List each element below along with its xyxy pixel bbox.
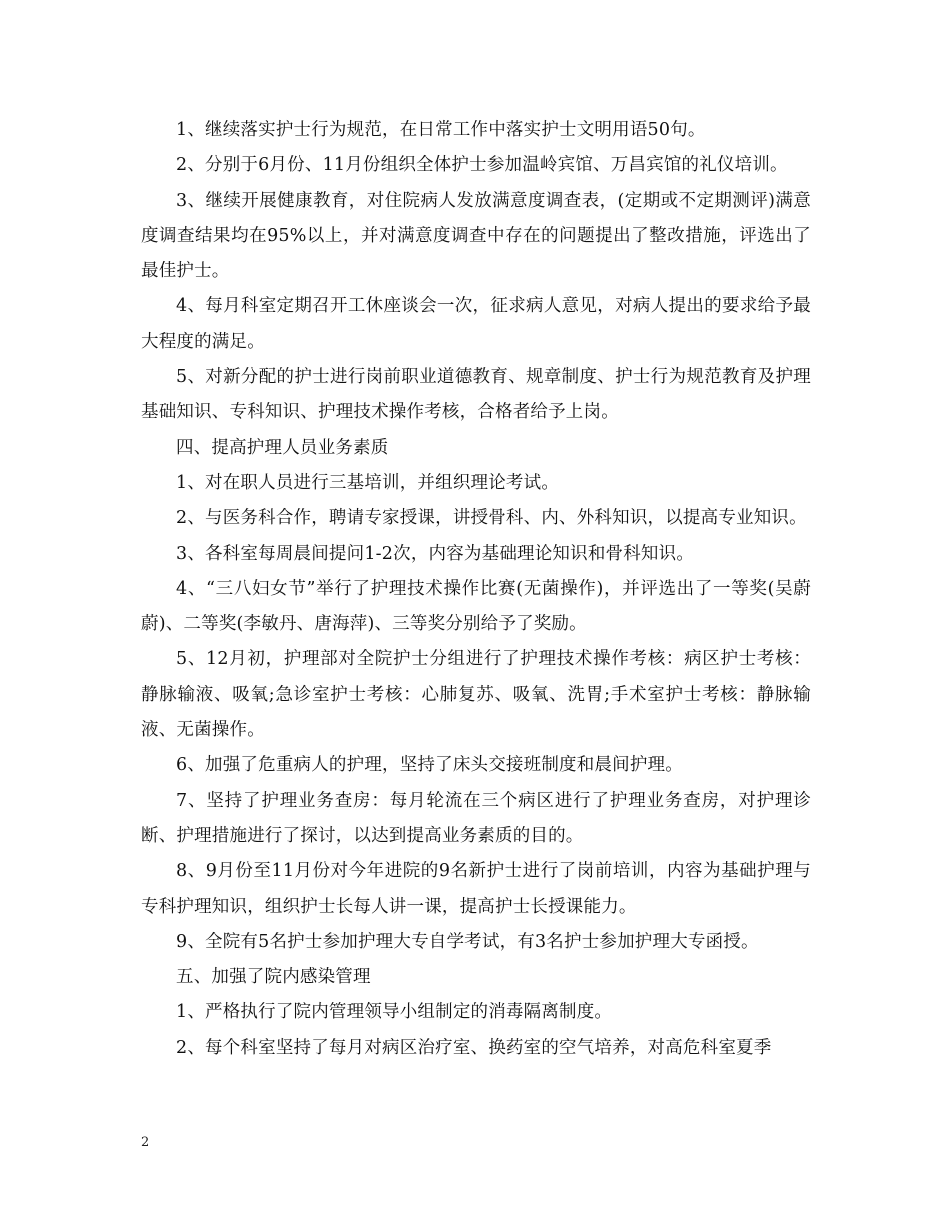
page-number: 2 bbox=[141, 1135, 150, 1150]
paragraph-4: 4、每月科室定期召开工休座谈会一次，征求病人意见，对病人提出的要求给予最大程度的满足。 bbox=[141, 296, 811, 352]
paragraph-7: 2、与医务科合作，聘请专家授课，讲授骨科、内、外科知识，以提高专业知识。 bbox=[176, 508, 807, 529]
section-heading-4: 四、提高护理人员业务素质 bbox=[176, 437, 389, 458]
paragraph-15: 1、严格执行了院内管理领导小组制定的消毒隔离制度。 bbox=[176, 1002, 613, 1023]
paragraph-1: 1、继续落实护士行为规范，在日常工作中落实护士文明用语50句。 bbox=[176, 120, 706, 140]
document-body bbox=[141, 113, 811, 1066]
paragraph-11: 6、加强了危重病人的护理，坚持了床头交接班制度和晨间护理。 bbox=[176, 755, 683, 776]
section-heading-5: 五、加强了院内感染管理 bbox=[176, 967, 371, 988]
paragraph-5: 5、对新分配的护士进行岗前职业道德教育、规章制度、护士行为规范教育及护理基础知识、专科知识、护理技术操作考核，合格者给予上岗。 bbox=[141, 367, 811, 423]
paragraph-3: 3、继续开展健康教育，对住院病人发放满意度调查表，(定期或不定期测评)满意度调查结果均在95%以上，并对满意度调查中存在的问题提出了整改措施，评选出了最佳护士。 bbox=[141, 190, 811, 282]
paragraph-13: 8、9月份至11月份对今年进院的9名新护士进行了岗前培训，内容为基础护理与专科护理知识，组织护士长每人讲一课，提高护士长授课能力。 bbox=[141, 861, 811, 917]
paragraph-10: 5、12月初，护理部对全院护士分组进行了护理技术操作考核：病区护士考核：静脉输液、吸氧;急诊室护士考核：心肺复苏、吸氧、洗胃;手术室护士考核：静脉输液、无菌操作。 bbox=[141, 649, 811, 741]
paragraph-8: 3、各科室每周晨间提问1-2次，内容为基础理论知识和骨科知识。 bbox=[176, 543, 695, 564]
paragraph-14: 9、全院有5名护士参加护理大专自学考试，有3名护士参加护理大专函授。 bbox=[176, 931, 759, 952]
paragraph-12: 7、坚持了护理业务查房：每月轮流在三个病区进行了护理业务查房，对护理诊断、护理措施进行了探讨，以达到提高业务素质的目的。 bbox=[141, 790, 811, 846]
paragraph-6: 1、对在职人员进行三基培训，并组织理论考试。 bbox=[176, 472, 560, 493]
paragraph-9: 4、“三八妇女节”举行了护理技术操作比赛(无菌操作)，并评选出了一等奖(吴蔚蔚)、二等奖(李敏丹、唐海萍)、三等奖分别给予了奖励。 bbox=[141, 578, 811, 635]
paragraph-16: 2、每个科室坚持了每月对病区治疗室、换药室的空气培养，对高危科室夏季 bbox=[176, 1037, 772, 1058]
paragraph-2: 2、分别于6月份、11月份组织全体护士参加温岭宾馆、万昌宾馆的礼仪培训。 bbox=[176, 155, 788, 176]
